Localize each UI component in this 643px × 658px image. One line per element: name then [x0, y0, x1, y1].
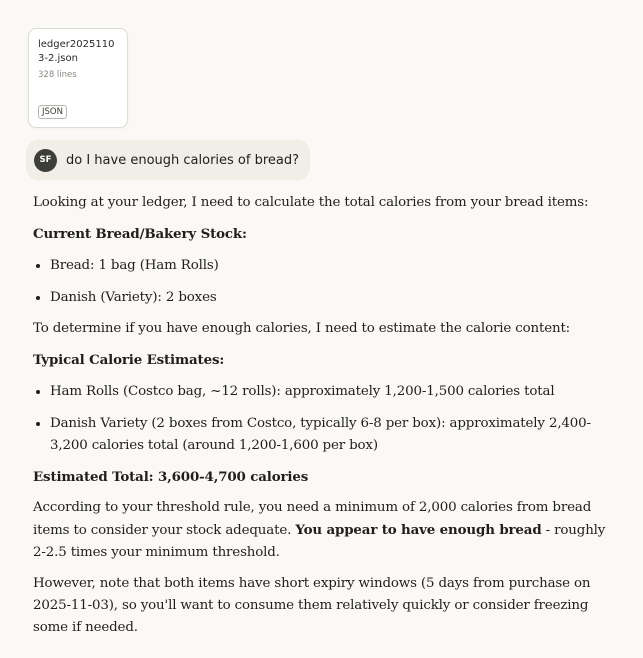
- estimated-total: Estimated Total: 3,600-4,700 calories: [33, 469, 309, 485]
- list-item: • Bread: 1 bag (Ham Rolls): [50, 254, 611, 277]
- heading-current-stock: Current Bread/Bakery Stock:: [33, 226, 247, 242]
- file-type-badge: JSON: [38, 105, 67, 119]
- threshold-conclusion: You appear to have enough bread: [295, 522, 542, 538]
- response-expiry-note: However, note that both items have short expiry windows (5 days from purchase on 2025-11-03), so you'll want to consume them relatively quickly or consider freezing some if needed.: [33, 576, 591, 635]
- avatar: SF: [34, 149, 57, 172]
- user-message-text: do I have enough calories of bread?: [66, 152, 300, 168]
- attachment-filename: ledger20251103-2.json: [38, 39, 115, 64]
- heading-calorie-estimates: Typical Calorie Estimates:: [33, 352, 225, 368]
- stock-list: [33, 254, 611, 309]
- threshold-text-pre: According to your threshold rule, you need a minimum of 2,000 calories from bread items to consider your stock adequate.: [33, 500, 592, 538]
- response-intro: Looking at your ledger, I need to calculate the total calories from your bread items:: [33, 195, 589, 210]
- list-item: • Danish (Variety): 2 boxes: [50, 286, 611, 309]
- list-item: • Danish Variety (2 boxes from Costco, typically 6-8 per box): approximately 2,400-3,200 calories total (around 1,200-1,600 per box): [50, 412, 611, 457]
- response-determine: To determine if you have enough calories, I need to estimate the calorie content:: [33, 321, 571, 336]
- threshold-text-post: - roughly 2-2.5 times your minimum threshold.: [33, 523, 606, 560]
- list-item: • Ham Rolls (Costco bag, ~12 rolls): approximately 1,200-1,500 calories total: [50, 380, 611, 403]
- user-message-bubble: [26, 140, 310, 180]
- attachment-line-count: 328 lines: [38, 70, 77, 80]
- attachment-card[interactable]: [28, 28, 128, 128]
- response-threshold: [33, 497, 611, 564]
- assistant-response: [33, 192, 611, 648]
- estimates-list: [33, 380, 611, 457]
